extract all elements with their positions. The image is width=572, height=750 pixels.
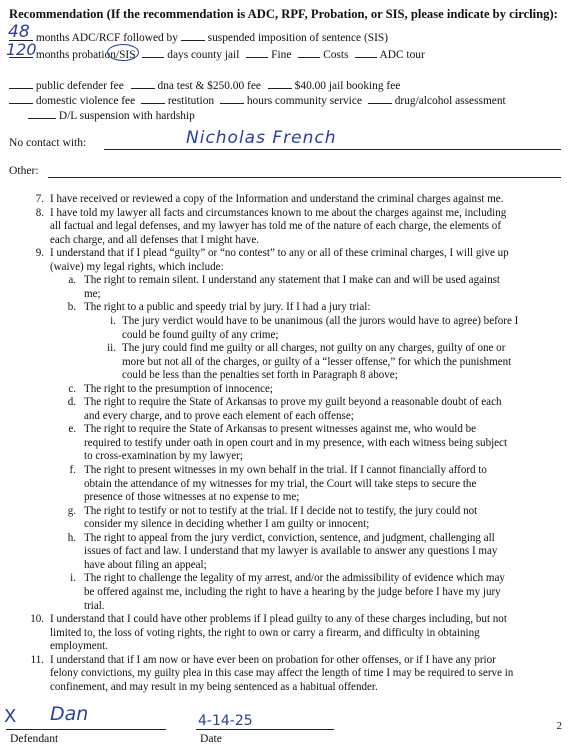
other-line <box>48 177 561 178</box>
no-contact-value: Nicholas French <box>186 128 337 148</box>
handwritten-months-adc: 48 <box>8 22 30 42</box>
sub-item-i-text: trial. <box>84 599 105 612</box>
item-line-text: each charge, and all defenses that I might have. <box>50 233 259 246</box>
sub-item-c-text: The right to the presumption of innocence; <box>84 382 273 395</box>
sub-item-i-text: be offered against me, including the right to have a hearing by the judge before I have my jury <box>84 585 501 598</box>
sub-item-h-number: h. <box>67 531 76 544</box>
domestic-violence-blank <box>9 93 33 104</box>
item-11-text: confinement, and may result in my being sentenced as a habitual offender. <box>50 680 378 693</box>
item-10-text: I understand that I could have other problems if I plead guilty to any of these charges including, but not <box>50 613 507 626</box>
sub-item-i-number: i. <box>70 572 76 585</box>
sub-item-g-text: The right to testify or not to testify at the trial. If I decide not to testify, the jury could not <box>84 504 478 517</box>
adc-tour-label: ADC tour <box>379 49 425 61</box>
adc-tour-blank <box>355 47 377 58</box>
drug-assessment-label: drug/alcohol assessment <box>394 95 506 107</box>
fine-label: Fine <box>271 49 292 61</box>
item-line-text: all factual and legal defenses, and my lawyer has told me of the nature of each charge, the elements of <box>50 220 501 233</box>
dl-suspension-label: D/L suspension with hardship <box>58 110 195 122</box>
sub-item-e-text: to cross-examination by my lawyer; <box>84 450 243 463</box>
sub-item-c-number: c. <box>68 382 76 395</box>
sub-item-d-text: and every charge, and to prove each element of each offense; <box>84 409 354 422</box>
recommendation-line-1 <box>9 30 388 44</box>
roman-item-ii-number: ii. <box>107 342 116 355</box>
months-probation-label: months probation/SIS <box>35 49 136 61</box>
item-11-text: I understand that if I am now or have ever been on probation for other offenses, or if I have any prior <box>50 653 496 666</box>
sub-item-a-text: me; <box>84 287 101 300</box>
sub-item-b-number: b. <box>67 301 76 314</box>
county-jail-label: days county jail <box>167 49 240 61</box>
item-line-number: 9. <box>35 247 44 260</box>
sub-item-f-text: presence of those witnesses at no expense to me; <box>84 491 300 504</box>
sis-blank <box>181 30 205 41</box>
item-10-text: employment. <box>50 640 108 653</box>
signature-x-mark: X <box>4 706 17 727</box>
dna-blank <box>131 78 155 89</box>
sub-item-g-text: consider my silence in deciding whether I am guilty or innocent; <box>84 518 370 531</box>
no-contact-label: No contact with: <box>9 136 87 149</box>
roman-item-i-text: could be found guilty of any crime; <box>122 328 279 341</box>
sub-item-d-number: d. <box>67 396 76 409</box>
sub-item-i-text: The right to challenge the legality of my arrest, and/or the admissibility of evidence which may <box>84 572 505 585</box>
date-label: Date <box>200 732 222 745</box>
dna-fee-label: dna test & $250.00 fee <box>157 80 261 92</box>
handwritten-months-probation: 120 <box>6 40 37 59</box>
drug-assessment-blank <box>368 93 392 104</box>
dl-suspension-blank <box>28 108 56 119</box>
sub-item-g-number: g. <box>67 504 76 517</box>
page-number: 2 <box>556 720 562 732</box>
item-line-text: I have told my lawyer all facts and circumstances known to me about the charges against me, including <box>50 206 507 219</box>
sub-item-h-text: have about filing an appeal; <box>84 558 207 571</box>
public-defender-blank <box>9 78 33 89</box>
no-contact-line <box>104 149 561 150</box>
sis-circle-mark <box>107 44 139 61</box>
fine-blank <box>246 47 268 58</box>
defendant-line <box>6 729 166 730</box>
defendant-label: Defendant <box>10 732 59 745</box>
item-line-text: (waive) my legal rights, which include: <box>50 260 224 273</box>
jail-booking-fee-label: $40.00 jail booking fee <box>294 80 401 92</box>
recommendation-header: Recommendation (If the recommendation is ADC, RPF, Probation, or SIS, please indicate by circling): <box>9 7 558 21</box>
sub-item-e-number: e. <box>68 423 76 436</box>
sub-item-a-text: The right to remain silent. I understand any statement that I make can and will be used against <box>84 274 500 287</box>
sub-item-f-text: The right to present witnesses in my own behalf in the trial. If I cannot financially afford to <box>84 464 487 476</box>
roman-item-ii-text: more but not all of the charges, or guilty of a “lesser offense,” for which the punishment <box>122 355 512 368</box>
county-jail-blank <box>142 47 164 58</box>
public-defender-fee-label: public defender fee <box>35 80 124 92</box>
sub-item-h-text: The right to appeal from the jury verdict, conviction, sentence, and judgment, challenging all <box>84 531 495 544</box>
item-line-text: I have received or reviewed a copy of the Information and understand the criminal charges against me. <box>50 193 504 205</box>
fees-line-3 <box>28 108 195 122</box>
item-line-number: 8. <box>35 206 44 219</box>
costs-label: Costs <box>323 49 349 61</box>
restitution-label: restitution <box>167 95 215 107</box>
defendant-signature: Dan <box>50 703 89 725</box>
roman-item-i-number: i. <box>110 314 116 327</box>
roman-item-i-text: The jury verdict would have to be unanimous (all the jurors would have to agree) before I <box>122 314 519 327</box>
costs-blank <box>298 47 320 58</box>
jail-booking-blank <box>268 78 292 89</box>
community-service-blank <box>220 93 244 104</box>
sub-item-f-text: obtain the attendance of my witnesses for my trial, the Court will take steps to secure the <box>84 477 477 490</box>
domestic-violence-fee-label: domestic violence fee <box>35 95 136 107</box>
sub-item-h-text: issues of fact and law. I understand that my lawyer is available to answer any questions I may <box>84 545 498 558</box>
sub-item-e-text: required to testify under oath in open court and in my presence, with each witness being subject <box>84 436 508 449</box>
sub-item-f-number: f. <box>69 464 76 476</box>
item-11-text: felony convictions, my guilty plea in this case may affect the length of time I may be required to serve in <box>50 667 514 680</box>
recommendation-line-2 <box>9 47 425 61</box>
date-value: 4-14-25 <box>198 713 253 729</box>
sub-item-a-number: a. <box>68 274 76 287</box>
restitution-blank <box>141 93 165 104</box>
months-adc-label: months ADC/RCF followed by <box>35 32 178 44</box>
community-service-label: hours community service <box>246 95 362 107</box>
other-label: Other: <box>9 164 39 177</box>
item-line-number: 7. <box>35 193 44 205</box>
roman-item-ii-text: could be less than the penalties set forth in Paragraph 8 above; <box>122 369 398 382</box>
roman-item-ii-text: The jury could find me guilty or all charges, not guilty on any charges, guilty of one or <box>122 342 506 355</box>
sub-item-b-text: The right to a public and speedy trial by jury. If I had a jury trial: <box>84 301 371 314</box>
item-11-number: 11. <box>30 653 44 666</box>
sis-label: suspended imposition of sentence (SIS) <box>207 32 388 44</box>
item-line-text: I understand that if I plead “guilty” or “no contest” to any or all of these criminal charges, I will give up <box>50 247 509 260</box>
date-line <box>196 729 334 730</box>
fees-line-2 <box>9 93 506 107</box>
sub-item-d-text: The right to require the State of Arkansas to prove my guilt beyond a reasonable doubt of each <box>84 396 502 409</box>
item-10-text: limited to, the loss of voting rights, the right to own or carry a firearm, and difficulty in obtaining <box>50 626 480 639</box>
fees-line-1 <box>9 78 400 92</box>
sub-item-e-text: The right to require the State of Arkansas to present witnesses against me, who would be <box>84 423 477 436</box>
item-10-number: 10. <box>30 613 44 626</box>
